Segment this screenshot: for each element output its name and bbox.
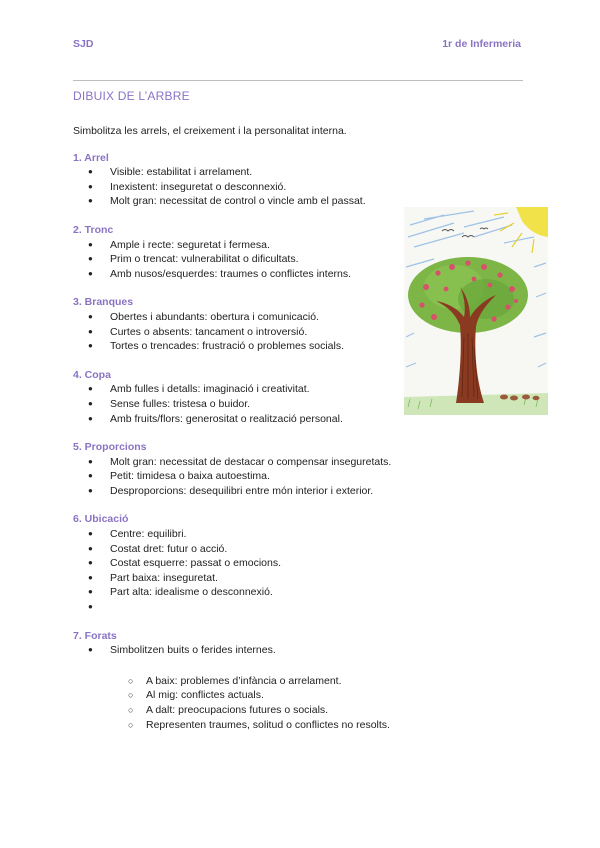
list-item: ● Part baixa: inseguretat.: [73, 571, 493, 586]
list-item: ● Prim o trencat: vulnerabilitat o dificultats.: [73, 252, 493, 267]
list-item: ● Ample i recte: seguretat i fermesa.: [73, 238, 493, 253]
list-item: ● Amb fulles i detalls: imaginació i creativitat.: [73, 382, 493, 397]
sub-list-item: ○ Al mig: conflictes actuals.: [73, 688, 493, 703]
section-title: 1. Arrel: [73, 151, 109, 164]
list-item: ● Amb nusos/esquerdes: traumes o conflictes interns.: [73, 267, 493, 282]
list-item: ● Desproporcions: desequilibri entre món interior i exterior.: [73, 484, 493, 499]
list-item: ● Tortes o trencades: frustració o problemes socials.: [73, 339, 493, 354]
list-item: ● Molt gran: necessitat de control o vincle amb el passat.: [73, 194, 493, 209]
intro-text: Simbolitza les arrels, el creixement i la personalitat interna.: [73, 125, 347, 137]
section-forats: [73, 629, 493, 733]
header-right-label: 1r de Infermeria: [442, 38, 521, 50]
list-item: ● Amb fruits/flors: generositat o realització personal.: [73, 412, 493, 427]
section-proporcions: [73, 440, 493, 498]
bullet-list: [73, 165, 493, 209]
list-item-empty: [73, 600, 493, 615]
header-divider: [73, 80, 523, 81]
list-item: ● Sense fulles: tristesa o buidor.: [73, 397, 493, 412]
page-title: DIBUIX DE L’ARBRE: [73, 89, 190, 103]
bullet-list: [73, 643, 493, 658]
sub-list-item: ○ Representen traumes, solitud o conflictes no resolts.: [73, 718, 493, 733]
list-item: ● Simbolitzen buits o ferides internes.: [73, 643, 493, 658]
bullet-list: [73, 527, 493, 615]
list-item: ● Obertes i abundants: obertura i comunicació.: [73, 310, 493, 325]
section-ubicacio: [73, 512, 493, 614]
sub-list: [73, 674, 493, 732]
list-item: ● Visible: estabilitat i arrelament.: [73, 165, 493, 180]
section-title: 4. Copa: [73, 368, 111, 381]
sub-list-item: ○ A baix: problemes d’infància o arrelament.: [73, 674, 493, 689]
section-title: 7. Forats: [73, 629, 117, 642]
list-item: ● Part alta: idealisme o desconnexió.: [73, 585, 493, 600]
list-item: ● Costat esquerre: passat o emocions.: [73, 556, 493, 571]
header-left-label: SJD: [73, 38, 94, 50]
list-item: ● Costat dret: futur o acció.: [73, 542, 493, 557]
bullet-list: [73, 455, 493, 499]
sub-list-item: ○ A dalt: preocupacions futures o socials.: [73, 703, 493, 718]
section-title: 3. Branques: [73, 296, 134, 309]
section-title: 5. Proporcions: [73, 441, 147, 454]
section-title: 2. Tronc: [73, 223, 114, 236]
list-item: ● Petit: timidesa o baixa autoestima.: [73, 469, 493, 484]
list-item: ● Inexistent: inseguretat o desconnexió.: [73, 180, 493, 195]
list-item: ● Molt gran: necessitat de destacar o compensar inseguretats.: [73, 455, 493, 470]
list-item: ● Curtes o absents: tancament o introversió.: [73, 325, 493, 340]
section-title: 6. Ubicació: [73, 513, 129, 526]
child-tree-drawing: [404, 207, 548, 415]
section-arrel: [73, 151, 493, 209]
list-item: ● Centre: equilibri.: [73, 527, 493, 542]
